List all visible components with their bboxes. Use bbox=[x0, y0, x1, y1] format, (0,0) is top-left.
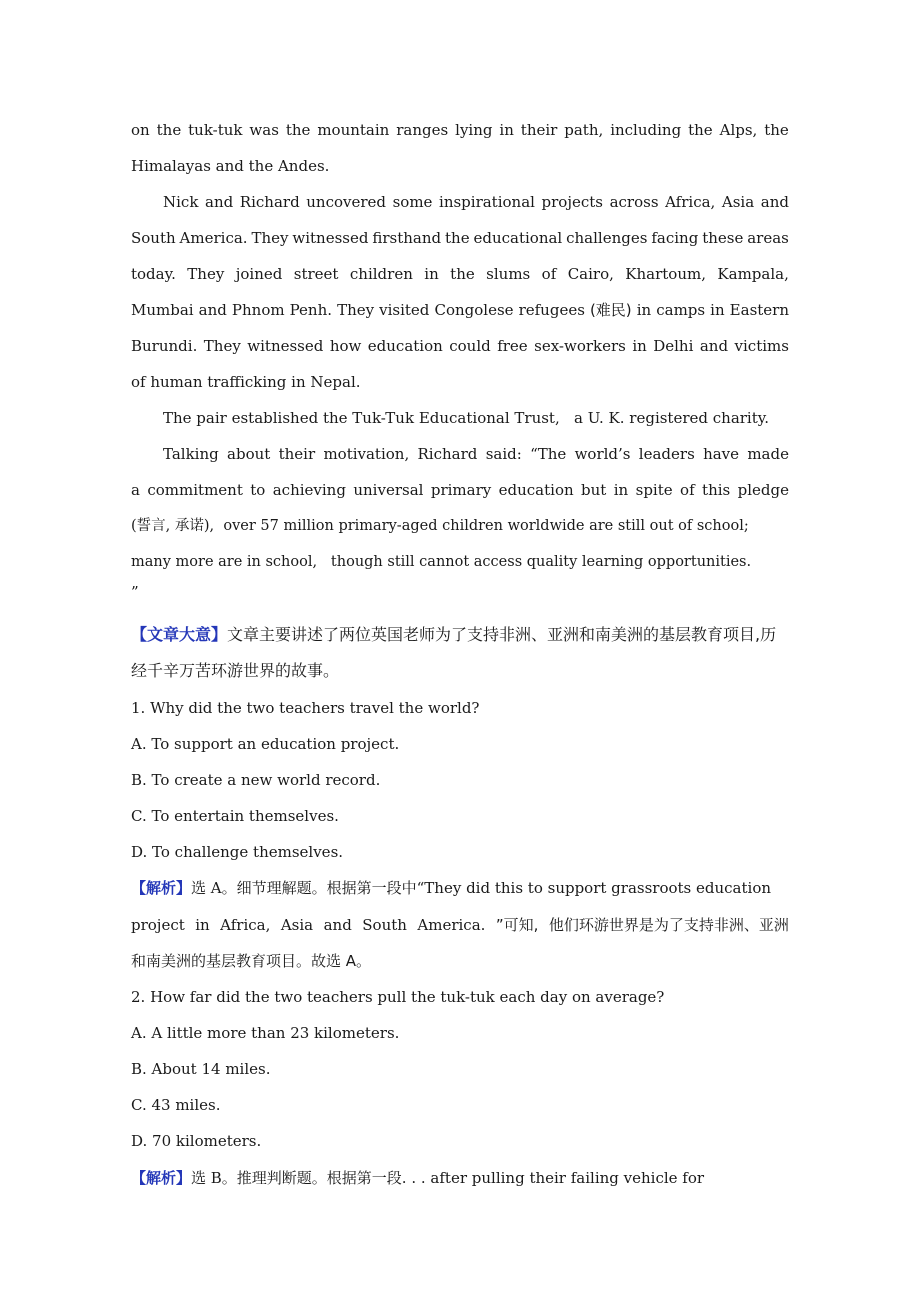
word: Talking bbox=[163, 445, 219, 463]
word: about bbox=[227, 445, 271, 463]
word: refugees bbox=[518, 301, 585, 319]
word: and bbox=[760, 193, 789, 211]
word: visited bbox=[379, 301, 430, 319]
q1-option-a: A. To support an education project. bbox=[131, 735, 400, 753]
word: in bbox=[636, 301, 652, 319]
passage-line-9: The pair established the Tuk-Tuk Educational Trust, a U. K. registered charity. bbox=[163, 409, 770, 427]
word: inspirational bbox=[439, 193, 535, 211]
passage-line-11 bbox=[131, 480, 789, 500]
word: across bbox=[609, 193, 659, 211]
word: their bbox=[278, 445, 316, 463]
word: how bbox=[329, 337, 362, 355]
word: to bbox=[250, 481, 266, 499]
q2-option-a: A. A little more than 23 kilometers. bbox=[131, 1024, 400, 1042]
word: achieving bbox=[272, 481, 346, 499]
word: a bbox=[131, 481, 140, 499]
word: uncovered bbox=[306, 193, 387, 211]
word: witnessed bbox=[292, 229, 369, 247]
word: but bbox=[581, 481, 607, 499]
q2-stem: 2. How far did the two teachers pull the tuk-tuk each day on average? bbox=[131, 988, 665, 1006]
q1-explanation-line-2 bbox=[131, 915, 789, 935]
word: Eastern bbox=[729, 301, 789, 319]
word: in bbox=[632, 337, 647, 355]
word: children bbox=[349, 265, 413, 283]
word: They bbox=[187, 265, 225, 283]
word: Richard bbox=[417, 445, 478, 463]
word: Kampala, bbox=[717, 265, 789, 283]
q1-stem: 1. Why did the two teachers travel the world? bbox=[131, 699, 480, 717]
word: in bbox=[710, 301, 725, 319]
q1-option-d: D. To challenge themselves. bbox=[131, 843, 344, 861]
word: ”可知, bbox=[495, 916, 539, 934]
word: was bbox=[249, 121, 279, 139]
word: education bbox=[367, 337, 443, 355]
word: their bbox=[520, 121, 558, 139]
word: Congolese bbox=[434, 301, 514, 319]
word: and bbox=[205, 193, 234, 211]
word: Africa, bbox=[665, 193, 716, 211]
word: in bbox=[195, 916, 210, 934]
q1-explanation-line-3: 和南美洲的基层教育项目。故选 A。 bbox=[131, 952, 372, 970]
word: South bbox=[362, 916, 407, 934]
word: spite bbox=[635, 481, 673, 499]
word: ranges bbox=[396, 121, 449, 139]
word: They bbox=[337, 301, 375, 319]
word: these bbox=[702, 229, 744, 247]
summary-text-1: 文章主要讲述了两位英国老师为了支持非洲、亚洲和南美洲的基层教育项目,历 bbox=[227, 625, 777, 644]
passage-line-3 bbox=[163, 192, 789, 212]
passage-line-1 bbox=[131, 120, 789, 140]
word: They bbox=[251, 229, 289, 247]
word: Delhi bbox=[653, 337, 694, 355]
q1-option-c: C. To entertain themselves. bbox=[131, 807, 339, 825]
word: lying bbox=[455, 121, 493, 139]
summary-line-1 bbox=[131, 625, 776, 645]
word: primary bbox=[430, 481, 492, 499]
word: and bbox=[699, 337, 729, 355]
word: educational bbox=[473, 229, 563, 247]
passage-line-7 bbox=[131, 336, 789, 356]
word: this bbox=[702, 481, 731, 499]
word: mountain bbox=[317, 121, 390, 139]
word: Asia bbox=[280, 916, 314, 934]
word: victims bbox=[734, 337, 789, 355]
word: Burundi. bbox=[131, 337, 198, 355]
word: in bbox=[424, 265, 439, 283]
word: America. bbox=[179, 229, 248, 247]
word: project bbox=[131, 916, 185, 934]
word: could bbox=[449, 337, 491, 355]
word: firsthand bbox=[372, 229, 442, 247]
word: in bbox=[613, 481, 629, 499]
word: some bbox=[392, 193, 433, 211]
word: Africa, bbox=[220, 916, 271, 934]
word: education bbox=[498, 481, 574, 499]
passage-line-2: Himalayas and the Andes. bbox=[131, 157, 330, 175]
summary-tag: 【文章大意】 bbox=[131, 625, 228, 644]
passage-line-6 bbox=[131, 300, 789, 320]
q2-explanation-text-1: 选 B。推理判断题。根据第一段. . . after pulling their failing vehicle for bbox=[191, 1169, 705, 1187]
passage-line-14: ” bbox=[131, 583, 139, 601]
q2-option-c: C. 43 miles. bbox=[131, 1096, 221, 1114]
word: joined bbox=[235, 265, 283, 283]
summary-line-2: 经千辛万苦环游世界的故事。 bbox=[131, 661, 340, 680]
word: 他们环游世界是为了支持非洲、亚洲 bbox=[548, 916, 789, 934]
word: Penh. bbox=[289, 301, 333, 319]
q1-explanation-text-1: 选 A。细节理解题。根据第一段中“They did this to support grassroots education bbox=[191, 879, 772, 897]
word: leaders bbox=[638, 445, 695, 463]
word: free bbox=[497, 337, 528, 355]
q2-explanation-tag: 【解析】 bbox=[131, 1169, 192, 1187]
word: America. bbox=[417, 916, 486, 934]
word: and bbox=[198, 301, 227, 319]
word: pledge bbox=[737, 481, 789, 499]
word: on bbox=[131, 121, 150, 139]
word: Khartoum, bbox=[625, 265, 706, 283]
word: slums bbox=[486, 265, 531, 283]
word: made bbox=[747, 445, 789, 463]
word: Asia bbox=[721, 193, 755, 211]
word: including bbox=[610, 121, 682, 139]
word: (难民) bbox=[589, 301, 632, 319]
word: the bbox=[450, 265, 475, 283]
word: commitment bbox=[147, 481, 243, 499]
word: tuk-tuk bbox=[188, 121, 243, 139]
q2-option-d: D. 70 kilometers. bbox=[131, 1132, 262, 1150]
q2-option-b: B. About 14 miles. bbox=[131, 1060, 271, 1078]
word: the bbox=[764, 121, 789, 139]
word: of bbox=[680, 481, 695, 499]
word: facing bbox=[651, 229, 699, 247]
q1-explanation-line-1 bbox=[131, 878, 771, 898]
passage-line-12: (誓言, 承诺), over 57 million primary-aged children worldwide are still out of school; bbox=[131, 518, 749, 534]
word: the bbox=[285, 121, 311, 139]
word: Mumbai bbox=[131, 301, 194, 319]
word: “The bbox=[530, 445, 567, 463]
word: areas bbox=[747, 229, 789, 247]
q2-explanation-line-1 bbox=[131, 1168, 704, 1188]
passage-line-13: many more are in school, though still cannot access quality learning opportunities. bbox=[131, 554, 752, 570]
q1-explanation-tag: 【解析】 bbox=[131, 879, 192, 897]
word: projects bbox=[541, 193, 603, 211]
word: world’s bbox=[574, 445, 631, 463]
word: Phnom bbox=[231, 301, 285, 319]
word: said: bbox=[485, 445, 522, 463]
word: the bbox=[156, 121, 182, 139]
word: path, bbox=[564, 121, 604, 139]
word: They bbox=[203, 337, 241, 355]
q1-option-b: B. To create a new world record. bbox=[131, 771, 381, 789]
word: Alps, bbox=[719, 121, 758, 139]
word: Nick bbox=[163, 193, 199, 211]
word: witnessed bbox=[247, 337, 324, 355]
word: the bbox=[688, 121, 713, 139]
word: challenges bbox=[566, 229, 648, 247]
word: Cairo, bbox=[567, 265, 614, 283]
word: have bbox=[703, 445, 740, 463]
word: Richard bbox=[239, 193, 300, 211]
word: today. bbox=[131, 265, 176, 283]
word: South bbox=[131, 229, 176, 247]
passage-line-8: of human trafficking in Nepal. bbox=[131, 373, 361, 391]
word: of bbox=[541, 265, 557, 283]
word: sex-workers bbox=[534, 337, 626, 355]
word: the bbox=[445, 229, 470, 247]
passage-line-10 bbox=[163, 444, 789, 464]
word: camps bbox=[656, 301, 706, 319]
passage-line-5 bbox=[131, 264, 789, 284]
word: universal bbox=[353, 481, 424, 499]
passage-line-4 bbox=[131, 228, 789, 248]
word: and bbox=[323, 916, 352, 934]
word: in bbox=[499, 121, 514, 139]
word: street bbox=[293, 265, 339, 283]
word: motivation, bbox=[323, 445, 410, 463]
